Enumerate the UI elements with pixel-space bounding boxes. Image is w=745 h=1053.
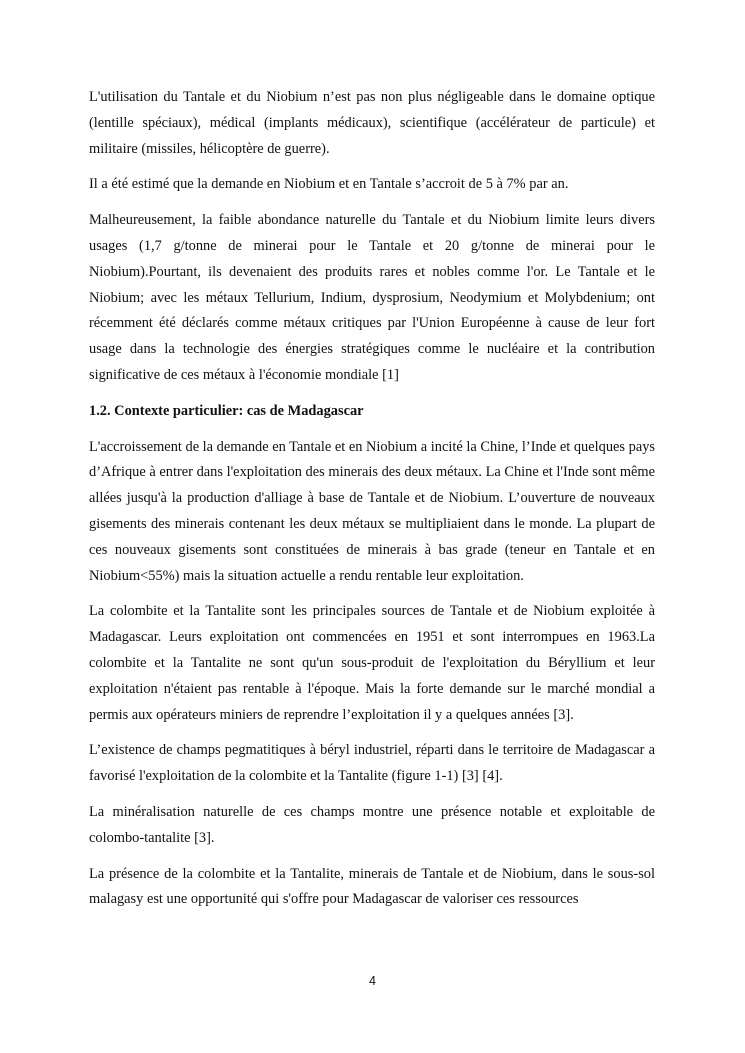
paragraph-pegmatite-fields: L’existence de champs pegmatitiques à béryl industriel, réparti dans le territoire de Madagascar a favorisé l'exploitation de la colombite et la Tantalite (figure 1-1) [3] [4]. xyxy=(89,742,655,785)
paragraph-madagascar-sources: La colombite et la Tantalite sont les principales sources de Tantale et de Niobium exploitée à Madagascar. Leurs exploitation ont commencées en 1951 et sont interrompues en 1963.La colombite et la Tantalite ne sont qu'un sous-produit de l'exploitation du Béryllium et leur exploitation n'étaient pas rentable à l'époque. Mais la forte demande sur le marché mondial a permis aux opérateurs miniers de reprendre l’exploitation il y a quelques années [3]. xyxy=(89,603,655,723)
paragraph-low-abundance: Malheureusement, la faible abondance naturelle du Tantale et du Niobium limite leurs divers usages (1,7 g/tonne de minerai pour le Tantale et 20 g/tonne de minerai pour le Niobium).Pourtant, ils devenaient des produits rares et nobles comme l'or. Le Tantale et le Niobium; avec les métaux Tellurium, Indium, dysprosium, Neodymium et Molybdenium; ont récemment été déclarés comme métaux critiques par l'Union Européenne à cause de leur fort usage dans la technologie des énergies stratégiques comme le nucléaire et la contribution significative de ces métaux à l'économie mondiale [1] xyxy=(89,212,655,383)
paragraph-demand-increase: L'accroissement de la demande en Tantale et en Niobium a incité la Chine, l’Inde et quelques pays d’Afrique à entrer dans l'exploitation des minerais des deux métaux. La Chine et l'Inde sont même allées jusqu'à la production d'alliage à base de Tantale et de Niobium. L’ouverture de nouveaux gisements des minerais contenant les deux métaux se multipliaient dans le monde. La plupart de ces nouveaux gisements sont constituées de minerais à bas grade (teneur en Tantale et en Niobium<55%) mais la situation actuelle a rendu rentable leur exploitation. xyxy=(89,438,655,584)
document-body xyxy=(89,85,655,923)
paragraph-opportunity: La présence de la colombite et la Tantalite, minerais de Tantale et de Niobium, dans le sous-sol malagasy est une opportunité qui s'offre pour Madagascar de valoriser ces ressources xyxy=(89,865,655,908)
paragraph-optical-medical-uses: L'utilisation du Tantale et du Niobium n’est pas non plus négligeable dans le domaine optique (lentille spéciaux), médical (implants médicaux), scientifique (accélérateur de particule) et militaire (missiles, hélicoptère de guerre). xyxy=(89,89,655,157)
page-number: 4 xyxy=(369,974,376,988)
section-heading: 1.2. Contexte particulier: cas de Madagascar xyxy=(89,402,364,419)
paragraph-mineralisation: La minéralisation naturelle de ces champs montre une présence notable et exploitable de colombo-tantalite [3]. xyxy=(89,803,655,846)
paragraph-demand-growth: Il a été estimé que la demande en Niobium et en Tantale s’accroit de 5 à 7% par an. xyxy=(89,176,569,193)
